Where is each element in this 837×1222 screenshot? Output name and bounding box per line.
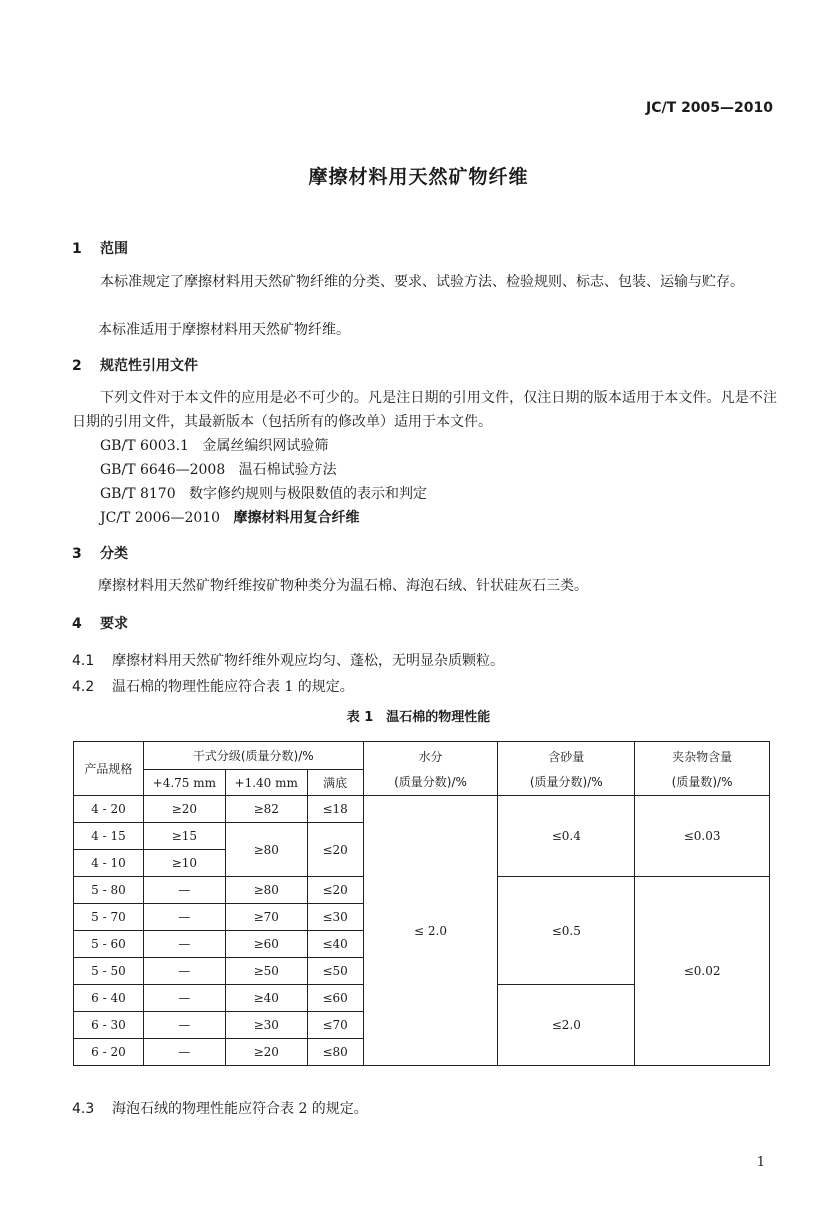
cell-sand: ≤0.5 (498, 877, 635, 985)
reference-code: GB/T 8170 (100, 486, 176, 502)
section-1-paragraph-1: 本标准规定了摩擦材料用天然矿物纤维的分类、要求、试验方法、检验规则、标志、包装、运输与贮存。 (100, 274, 744, 290)
cell-spec: 6 - 30 (74, 1012, 144, 1039)
cell-4-75: — (143, 931, 225, 958)
physical-properties-table (73, 741, 770, 1066)
section-1-paragraph-2: 本标准适用于摩擦材料用天然矿物纤维。 (98, 322, 350, 338)
cell-spec: 4 - 15 (74, 823, 144, 850)
cell-1-40: ≥60 (225, 931, 307, 958)
clause-4-1 (72, 650, 504, 670)
section-number: 4 (72, 616, 82, 632)
reference-item (100, 434, 328, 458)
clause-text: 摩擦材料用天然矿物纤维外观应均匀、蓬松，无明显杂质颗粒。 (112, 653, 504, 669)
cell-spec: 5 - 70 (74, 904, 144, 931)
cell-moisture: ≤ 2.0 (363, 796, 498, 1066)
header-sand (498, 742, 635, 796)
reference-code: JC/T 2006—2010 (100, 510, 221, 526)
cell-bottom: ≤70 (307, 1012, 363, 1039)
cell-4-75: — (143, 1039, 225, 1066)
clause-number: 4.1 (72, 653, 95, 669)
page-number: 1 (756, 1155, 765, 1170)
section-3-heading (72, 543, 128, 563)
header-col-1-40: +1.40 mm (225, 770, 307, 796)
reference-name: 摩擦材料用复合纤维 (233, 510, 360, 526)
header-impurity-unit: (质量数)/% (671, 774, 733, 789)
cell-1-40: ≥30 (225, 1012, 307, 1039)
cell-sand: ≤0.4 (498, 796, 635, 877)
section-title: 要求 (100, 616, 128, 632)
header-spec: 产品规格 (74, 742, 144, 796)
cell-impurity: ≤0.02 (635, 877, 770, 1066)
cell-bottom: ≤20 (307, 877, 363, 904)
table-caption: 表 1 温石棉的物理性能 (346, 710, 491, 725)
reference-item (100, 506, 359, 530)
standard-code: JC/T 2005—2010 (646, 100, 773, 116)
page-title: 摩擦材料用天然矿物纤维 (308, 166, 529, 188)
cell-1-40: ≥82 (225, 796, 307, 823)
cell-bottom: ≤40 (307, 931, 363, 958)
section-3-paragraph-1: 摩擦材料用天然矿物纤维按矿物种类分为温石棉、海泡石绒、针状硅灰石三类。 (98, 578, 588, 594)
header-dry-grading: 干式分级(质量分数)/% (143, 742, 363, 770)
section-title: 分类 (100, 546, 128, 562)
cell-1-40: ≥70 (225, 904, 307, 931)
section-2-paragraph-1: 下列文件对于本文件的应用是必不可少的。凡是注日期的引用文件，仅注日期的版本适用于本文件。凡是不注日期的引用文件，其最新版本（包括所有的修改单）适用于本文件。 (72, 390, 777, 430)
clause-4-3 (72, 1098, 368, 1118)
reference-code: GB/T 6003.1 (100, 438, 189, 454)
cell-4-75: — (143, 904, 225, 931)
section-title: 规范性引用文件 (100, 358, 198, 374)
cell-bottom: ≤60 (307, 985, 363, 1012)
cell-4-75: ≥20 (143, 796, 225, 823)
cell-spec: 6 - 40 (74, 985, 144, 1012)
cell-1-40: ≥80 (225, 877, 307, 904)
cell-bottom: ≤80 (307, 1039, 363, 1066)
cell-4-75: — (143, 1012, 225, 1039)
section-1-heading (72, 238, 128, 258)
cell-spec: 6 - 20 (74, 1039, 144, 1066)
clause-text: 温石棉的物理性能应符合表 1 的规定。 (112, 679, 354, 695)
cell-bottom: ≤18 (307, 796, 363, 823)
reference-name: 温石棉试验方法 (238, 462, 337, 478)
clause-number: 4.2 (72, 679, 95, 695)
cell-1-40: ≥80 (225, 823, 307, 877)
header-moisture-label: 水分 (418, 749, 443, 764)
reference-item (100, 458, 337, 482)
cell-spec: 5 - 80 (74, 877, 144, 904)
table-row (74, 796, 770, 823)
cell-spec: 4 - 20 (74, 796, 144, 823)
header-moisture-unit: (质量分数)/% (394, 774, 467, 789)
clause-4-2 (72, 676, 354, 696)
cell-1-40: ≥20 (225, 1039, 307, 1066)
cell-spec: 5 - 60 (74, 931, 144, 958)
header-impurity (635, 742, 770, 796)
header-sand-unit: (质量分数)/% (529, 774, 603, 789)
cell-4-75: — (143, 877, 225, 904)
cell-bottom: ≤50 (307, 958, 363, 985)
clause-number: 4.3 (72, 1101, 95, 1117)
reference-name: 金属丝编织网试验筛 (202, 438, 329, 454)
cell-4-75: ≥15 (143, 823, 225, 850)
section-number: 3 (72, 546, 82, 562)
section-title: 范围 (100, 241, 128, 257)
cell-1-40: ≥40 (225, 985, 307, 1012)
reference-item (100, 482, 427, 506)
cell-spec: 4 - 10 (74, 850, 144, 877)
cell-4-75: — (143, 958, 225, 985)
cell-impurity: ≤0.03 (635, 796, 770, 877)
section-number: 1 (72, 241, 82, 257)
cell-1-40: ≥50 (225, 958, 307, 985)
cell-4-75: — (143, 985, 225, 1012)
cell-4-75: ≥10 (143, 850, 225, 877)
header-moisture (363, 742, 498, 796)
cell-bottom: ≤30 (307, 904, 363, 931)
cell-spec: 5 - 50 (74, 958, 144, 985)
section-number: 2 (72, 358, 82, 374)
header-sand-label: 含砂量 (548, 749, 585, 764)
header-col-bottom: 满底 (307, 770, 363, 796)
cell-bottom: ≤20 (307, 823, 363, 877)
clause-text: 海泡石绒的物理性能应符合表 2 的规定。 (112, 1101, 368, 1117)
reference-name: 数字修约规则与极限数值的表示和判定 (188, 486, 427, 502)
section-2-heading (72, 355, 198, 375)
header-impurity-label: 夹杂物含量 (672, 749, 733, 764)
cell-sand: ≤2.0 (498, 985, 635, 1066)
reference-code: GB/T 6646—2008 (100, 462, 226, 478)
section-4-heading (72, 613, 128, 633)
header-col-4-75: +4.75 mm (143, 770, 225, 796)
